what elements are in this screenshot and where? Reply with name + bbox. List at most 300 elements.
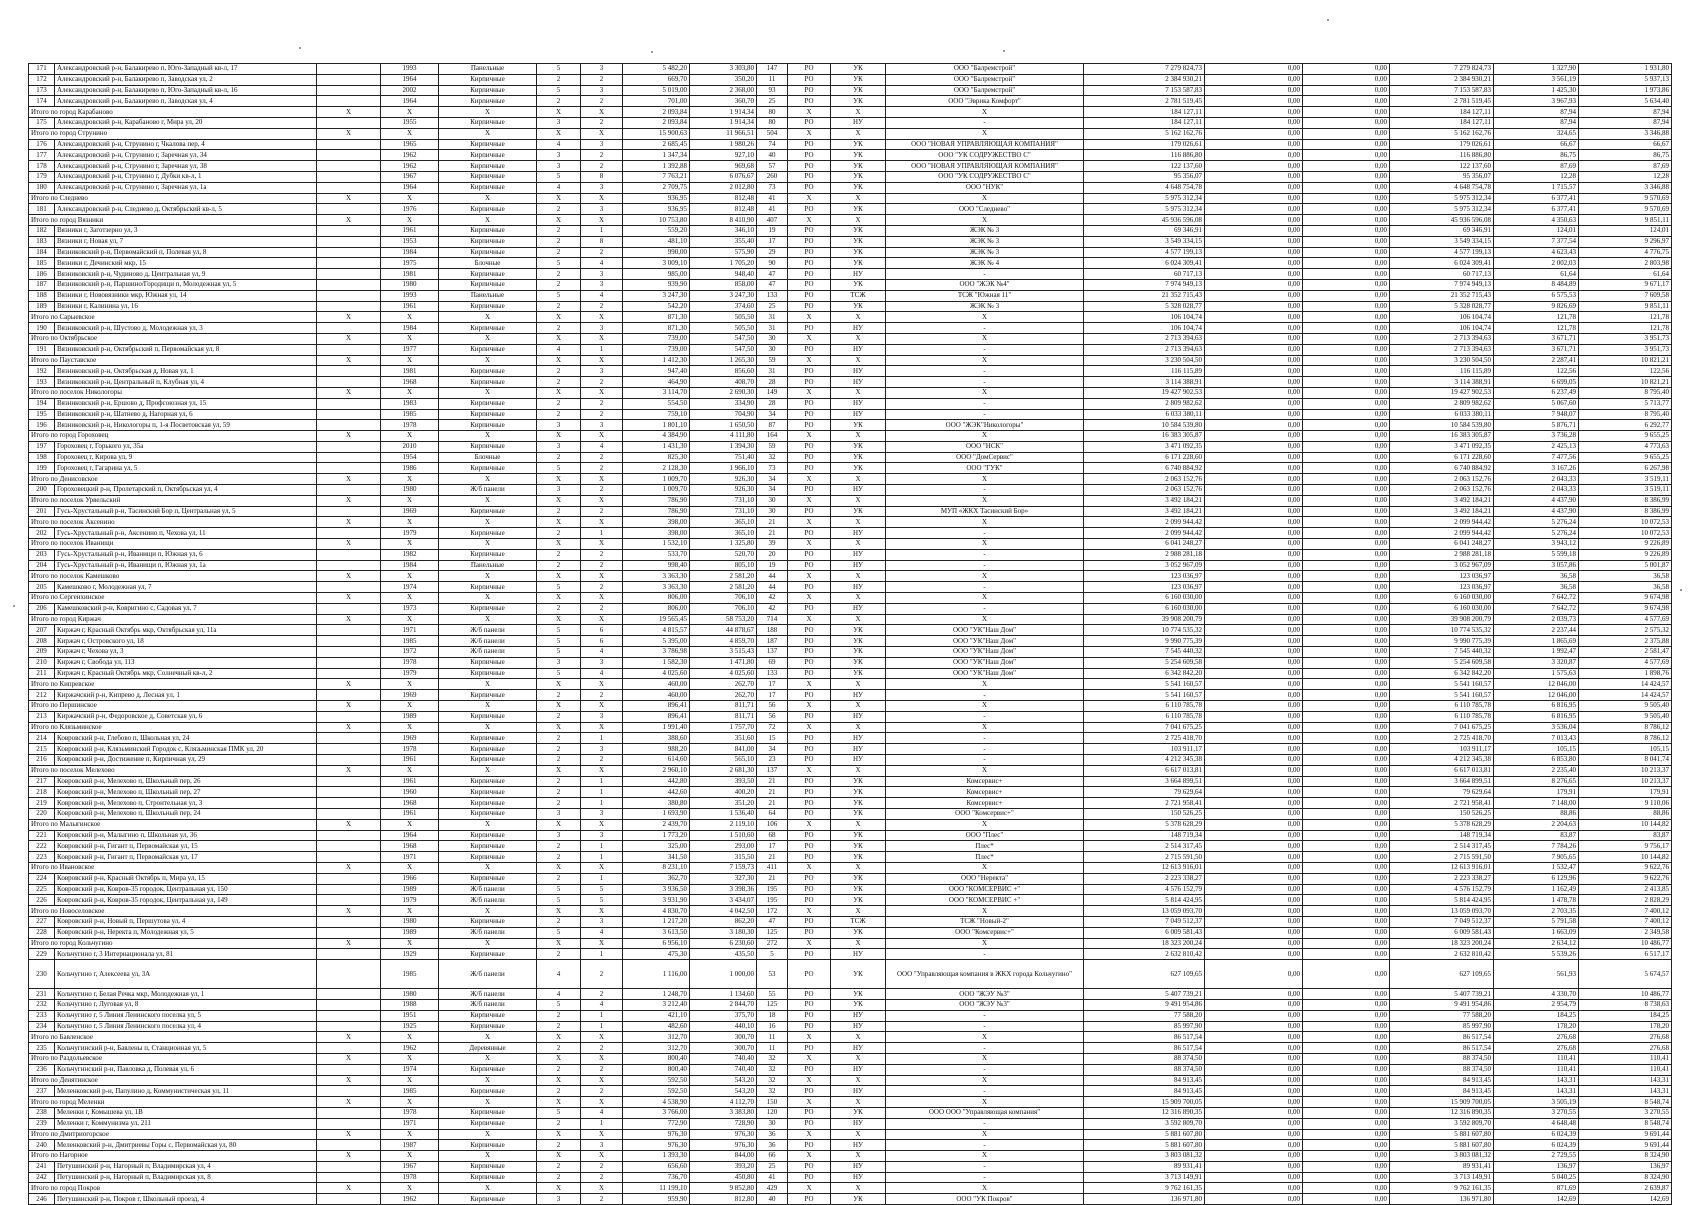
floors-cell: 4 [537,989,581,1000]
floors-cell: X [537,938,581,949]
entrances-cell: X [581,107,623,118]
total-cost-cell: 103 911,17 [1084,744,1205,755]
year-cell: 1961 [381,225,439,236]
total-area-cell: 1 393,30 [623,1151,690,1162]
management-org-cell: - [886,744,1084,755]
max-unit-cost-cell: 8 548,74 [1579,1097,1672,1108]
unit-cost-cell: 2 237,44 [1494,625,1579,636]
floors-cell: 5 [537,625,581,636]
marker-cell: X [317,495,381,506]
management-type-cell: УК [831,452,886,463]
living-area-cell: 731,10 [690,495,757,506]
entrances-cell: 1 [581,528,623,539]
fund-method-cell: РО [788,755,831,766]
fund-method-cell: РО [788,269,831,280]
subtotal-row [29,193,1672,204]
max-unit-cost-cell: 83,87 [1579,830,1672,841]
cost-cell: 0,00 [1303,85,1390,96]
management-org-cell: ООО "Управляющая компания в ЖКХ города Кольчугино" [886,960,1084,989]
subtotal-row [29,107,1672,118]
marker-cell [317,1021,381,1032]
management-type-cell: УК [831,506,886,517]
living-area-cell: 58 753,20 [690,614,757,625]
unit-cost-cell: 324,65 [1494,128,1579,139]
address-cell: Александровский р-н, Балакирево п, Юго-Западный кв-л, 17 [55,64,317,75]
wall-material-cell: X [439,474,537,485]
table-row [29,409,1672,420]
max-unit-cost-cell: 184,25 [1579,1010,1672,1021]
address-cell: Вязники г, Нововязники мкр, Южная ул, 14 [55,290,317,301]
unit-cost-cell: 4 437,90 [1494,495,1579,506]
floors-cell: 2 [537,711,581,722]
cost-cell: 0,00 [1303,830,1390,841]
floors-cell: X [537,571,581,582]
cost-cell: 45 936 596,08 [1390,215,1494,226]
total-area-cell: 4 815,57 [623,625,690,636]
management-type-cell: НУ [831,269,886,280]
cost-cell: 0,00 [1303,603,1390,614]
fund-method-cell: X [788,679,831,690]
management-type-cell: УК [831,236,886,247]
unit-cost-cell: 5 276,24 [1494,517,1579,528]
entrances-cell: X [581,938,623,949]
entrances-cell: 2 [581,690,623,701]
cost-cell: 0,00 [1303,560,1390,571]
residents-cell: 150 [757,1097,788,1108]
total-area-cell: 1 991,40 [623,722,690,733]
cost-cell: 0,00 [1205,1118,1303,1129]
living-area-cell: 575,90 [690,247,757,258]
table-row [29,182,1672,193]
row-number: 173 [29,85,55,96]
fund-method-cell: X [788,614,831,625]
cost-cell: 122 137,60 [1390,161,1494,172]
entrances-cell: X [581,431,623,442]
wall-material-cell: Кирпичные [439,377,537,388]
entrances-cell: X [581,701,623,712]
fund-method-cell: X [788,765,831,776]
max-unit-cost-cell: 2 349,58 [1579,927,1672,938]
wall-material-cell: Ж/б панели [439,989,537,1000]
year-cell: 1983 [381,398,439,409]
living-area-cell: 858,00 [690,279,757,290]
address-cell: Киржач г, Свобода ул, 113 [55,657,317,668]
floors-cell: X [537,215,581,226]
total-cost-cell: 84 913,45 [1084,1075,1205,1086]
cost-cell: 3 052 967,09 [1390,560,1494,571]
living-area-cell: 346,10 [690,225,757,236]
cost-cell: 0,00 [1303,128,1390,139]
residents-cell: 19 [757,225,788,236]
entrances-cell: X [581,333,623,344]
address-cell: Вязники г, Новая ул, 7 [55,236,317,247]
living-area-cell: 2 012,80 [690,182,757,193]
cost-cell: 77 588,20 [1390,1010,1494,1021]
cost-cell: 85 997,90 [1390,1021,1494,1032]
cost-cell: 5 975 312,34 [1390,193,1494,204]
wall-material-cell: Кирпичные [439,96,537,107]
total-area-cell: 3 363,30 [623,571,690,582]
address-cell: Гороховецкий р-н, Пролетарский п, Октябрьская ул, 4 [55,485,317,496]
entrances-cell: 2 [581,485,623,496]
subtotal-label: Итого по город Кольчугино [29,938,317,949]
cost-cell: 0,00 [1205,701,1303,712]
address-cell: Петушинский р-н, Покров г, Школьный проезд, 4 [55,1194,317,1205]
table-row [29,668,1672,679]
management-org-cell: ТСЖ "Южная 11" [886,290,1084,301]
marker-cell [317,204,381,215]
entrances-cell: X [581,571,623,582]
housing-register-table [28,63,1672,1205]
marker-cell: X [317,614,381,625]
management-org-cell: - [886,603,1084,614]
row-number: 237 [29,1086,55,1097]
management-org-cell: ЖЭК № 4 [886,258,1084,269]
marker-cell [317,916,381,927]
entrances-cell: 1 [581,787,623,798]
max-unit-cost-cell: 10 072,53 [1579,528,1672,539]
management-org-cell: - [886,1010,1084,1021]
management-type-cell: УК [831,787,886,798]
floors-cell: 2 [537,916,581,927]
address-cell: Александровский р-н, Струнино г, Заречная ул, 1а [55,182,317,193]
floors-cell: 2 [537,690,581,701]
living-area-cell: 300,70 [690,1032,757,1043]
cost-cell: 0,00 [1205,1086,1303,1097]
fund-method-cell: РО [788,64,831,75]
living-area-cell: 293,00 [690,841,757,852]
wall-material-cell: X [439,1053,537,1064]
max-unit-cost-cell: 10 144,82 [1579,852,1672,863]
year-cell: 1988 [381,999,439,1010]
max-unit-cost-cell: 9 226,89 [1579,549,1672,560]
row-number: 177 [29,150,55,161]
floors-cell: 2 [537,1086,581,1097]
wall-material-cell: Кирпичные [439,506,537,517]
cost-cell: 2 988 281,18 [1390,549,1494,560]
cost-cell: 0,00 [1205,625,1303,636]
year-cell: 1993 [381,64,439,75]
total-cost-cell: 106 104,74 [1084,312,1205,323]
management-type-cell: УК [831,247,886,258]
cost-cell: 5 881 607,80 [1390,1129,1494,1140]
max-unit-cost-cell: 87,69 [1579,161,1672,172]
unit-cost-cell: 2 703,35 [1494,906,1579,917]
cost-cell: 39 908 200,79 [1390,614,1494,625]
floors-cell: 5 [537,895,581,906]
floors-cell: X [537,614,581,625]
cost-cell: 0,00 [1205,938,1303,949]
total-cost-cell: 2 713 394,63 [1084,333,1205,344]
year-cell: X [381,765,439,776]
unit-cost-cell: 143,31 [1494,1075,1579,1086]
row-number: 230 [29,960,55,989]
residents-cell: 17 [757,841,788,852]
cost-cell: 0,00 [1303,225,1390,236]
table-row [29,733,1672,744]
cost-cell: 0,00 [1303,808,1390,819]
total-cost-cell: 2 223 338,27 [1084,873,1205,884]
max-unit-cost-cell: 9 851,11 [1579,215,1672,226]
management-type-cell: УК [831,204,886,215]
marker-cell: X [317,355,381,366]
subtotal-label: Итого по поселок Мелехово [29,765,317,776]
management-org-cell: - [886,1043,1084,1054]
row-number: 233 [29,1010,55,1021]
living-area-cell: 4 042,50 [690,906,757,917]
cost-cell: 0,00 [1205,1140,1303,1151]
wall-material-cell: Кирпичные [439,549,537,560]
wall-material-cell: Кирпичные [439,1010,537,1021]
wall-material-cell: Кирпичные [439,733,537,744]
unit-cost-cell: 110,41 [1494,1053,1579,1064]
unit-cost-cell: 3 943,12 [1494,539,1579,550]
fund-method-cell: X [788,1129,831,1140]
cost-cell: 0,00 [1303,668,1390,679]
unit-cost-cell: 3 736,28 [1494,431,1579,442]
unit-cost-cell: 2 235,40 [1494,765,1579,776]
address-cell: Киржач г, Красный Октябрь мкр, Октябрьская ул, 11а [55,625,317,636]
floors-cell: X [537,1129,581,1140]
max-unit-cost-cell: 121,78 [1579,312,1672,323]
subtotal-row [29,539,1672,550]
total-cost-cell: 123 036,97 [1084,582,1205,593]
entrances-cell: 3 [581,830,623,841]
management-type-cell: УК [831,625,886,636]
living-area-cell: 3 434,07 [690,895,757,906]
cost-cell: 0,00 [1303,420,1390,431]
fund-method-cell: РО [788,787,831,798]
floors-cell: 3 [537,808,581,819]
fund-method-cell: РО [788,290,831,301]
entrances-cell: 2 [581,1064,623,1075]
max-unit-cost-cell: 136,97 [1579,1161,1672,1172]
floors-cell: X [537,312,581,323]
address-cell: Ковровский р-н, Ковров-35 городок, Центральная ул, 149 [55,895,317,906]
address-cell: Камешковский р-н, Ковригино с, Садовая ул, 7 [55,603,317,614]
total-area-cell: 959,90 [623,1194,690,1205]
scan-speck [299,47,301,49]
max-unit-cost-cell: 110,41 [1579,1064,1672,1075]
residents-cell: 68 [757,830,788,841]
floors-cell: 2 [537,1043,581,1054]
cost-cell: 0,00 [1205,906,1303,917]
living-area-cell: 3 303,80 [690,64,757,75]
year-cell: 1978 [381,657,439,668]
residents-cell: 32 [757,1053,788,1064]
entrances-cell: 1 [581,1021,623,1032]
subtotal-row [29,387,1672,398]
fund-method-cell: РО [788,989,831,1000]
marker-cell [317,161,381,172]
management-type-cell: УК [831,64,886,75]
cost-cell: 0,00 [1205,107,1303,118]
cost-cell: 5 407 739,21 [1390,989,1494,1000]
floors-cell: 2 [537,949,581,960]
total-area-cell: 2 093,84 [623,107,690,118]
living-area-cell: 2 690,30 [690,387,757,398]
marker-cell [317,560,381,571]
residents-cell: 57 [757,161,788,172]
cost-cell: 0,00 [1303,873,1390,884]
max-unit-cost-cell: 61,64 [1579,269,1672,280]
entrances-cell: 8 [581,236,623,247]
total-area-cell: 3 114,70 [623,387,690,398]
total-cost-cell: 2 099 944,42 [1084,517,1205,528]
table-row [29,1194,1672,1205]
management-type-cell: УК [831,258,886,269]
fund-method-cell: РО [788,96,831,107]
max-unit-cost-cell: 9 691,44 [1579,1140,1672,1151]
fund-method-cell: РО [788,85,831,96]
cost-cell: 0,00 [1303,1129,1390,1140]
wall-material-cell: X [439,495,537,506]
cost-cell: 0,00 [1303,1010,1390,1021]
floors-cell: X [537,701,581,712]
table-row [29,96,1672,107]
table-row [29,269,1672,280]
subtotal-label: Итого по Сергеихинское [29,593,317,604]
table-row [29,279,1672,290]
unit-cost-cell: 3 967,93 [1494,96,1579,107]
unit-cost-cell: 3 671,71 [1494,333,1579,344]
unit-cost-cell: 121,78 [1494,312,1579,323]
cost-cell: 0,00 [1303,247,1390,258]
max-unit-cost-cell: 8 795,40 [1579,409,1672,420]
cost-cell: 0,00 [1205,560,1303,571]
subtotal-row [29,862,1672,873]
entrances-cell: 4 [581,258,623,269]
living-area-cell: 728,90 [690,1118,757,1129]
total-cost-cell: 7 153 587,83 [1084,85,1205,96]
entrances-cell: 3 [581,139,623,150]
max-unit-cost-cell: 7 400,12 [1579,906,1672,917]
unit-cost-cell: 7 905,65 [1494,852,1579,863]
subtotal-row [29,128,1672,139]
floors-cell: 5 [537,290,581,301]
floors-cell: 2 [537,755,581,766]
row-number: 198 [29,452,55,463]
total-area-cell: 2 093,84 [623,117,690,128]
marker-cell [317,96,381,107]
cost-cell: 0,00 [1303,711,1390,722]
total-cost-cell: 6 617 013,81 [1084,765,1205,776]
marker-cell: X [317,1183,381,1194]
floors-cell: X [537,128,581,139]
residents-cell: 25 [757,1161,788,1172]
cost-cell: 0,00 [1205,647,1303,658]
fund-method-cell: РО [788,884,831,895]
table-row [29,377,1672,388]
cost-cell: 0,00 [1303,387,1390,398]
living-area-cell: 3 180,30 [690,927,757,938]
total-cost-cell: 3 549 334,15 [1084,236,1205,247]
management-org-cell: ООО "Плес" [886,830,1084,841]
marker-cell: X [317,1097,381,1108]
management-type-cell: УК [831,1194,886,1205]
row-number: 221 [29,830,55,841]
unit-cost-cell: 3 167,26 [1494,463,1579,474]
total-area-cell: 1 009,70 [623,485,690,496]
cost-cell: 5 541 160,57 [1390,679,1494,690]
fund-method-cell: X [788,333,831,344]
subtotal-label: Итого по Новоселовское [29,906,317,917]
marker-cell [317,485,381,496]
cost-cell: 0,00 [1205,862,1303,873]
max-unit-cost-cell: 121,78 [1579,323,1672,334]
residents-cell: 73 [757,463,788,474]
entrances-cell: 8 [581,171,623,182]
fund-method-cell: РО [788,776,831,787]
unit-cost-cell: 184,25 [1494,1010,1579,1021]
year-cell: X [381,1097,439,1108]
cost-cell: 7 974 949,13 [1390,279,1494,290]
row-number: 235 [29,1043,55,1054]
fund-method-cell: X [788,474,831,485]
wall-material-cell: Кирпичные [439,949,537,960]
address-cell: Петушинский р-н, Нагорный п, Владимирская ул, 4 [55,1161,317,1172]
floors-cell: X [537,819,581,830]
unit-cost-cell: 87,69 [1494,161,1579,172]
residents-cell: 32 [757,1075,788,1086]
scan-speck [651,51,653,53]
residents-cell: 504 [757,128,788,139]
management-org-cell: ООО "УК СОДРУЖЕСТВО С" [886,171,1084,182]
cost-cell: 0,00 [1303,182,1390,193]
year-cell: 1985 [381,1086,439,1097]
total-area-cell: 806,00 [623,593,690,604]
row-number: 239 [29,1118,55,1129]
wall-material-cell: X [439,193,537,204]
management-org-cell: X [886,215,1084,226]
total-area-cell: 736,70 [623,1172,690,1183]
living-area-cell: 811,71 [690,701,757,712]
marker-cell [317,1161,381,1172]
management-org-cell: X [886,1129,1084,1140]
living-area-cell: 1 134,60 [690,989,757,1000]
living-area-cell: 856,60 [690,366,757,377]
living-area-cell: 731,10 [690,506,757,517]
floors-cell: 2 [537,528,581,539]
table-row [29,301,1672,312]
subtotal-row [29,1151,1672,1162]
marker-cell: X [317,1032,381,1043]
floors-cell: X [537,1032,581,1043]
row-number: 200 [29,485,55,496]
address-cell: Ковровский р-н, Мелехово п, Школьный пер, 27 [55,787,317,798]
unit-cost-cell: 3 505,19 [1494,1097,1579,1108]
year-cell: X [381,906,439,917]
fund-method-cell: РО [788,549,831,560]
table-row [29,117,1672,128]
year-cell: X [381,1129,439,1140]
address-cell: Кольчугинский р-н, Бавлены п, Станционная ул, 5 [55,1043,317,1054]
max-unit-cost-cell: 6 517,17 [1579,949,1672,960]
cost-cell: 0,00 [1205,1172,1303,1183]
entrances-cell: X [581,1183,623,1194]
fund-method-cell: РО [788,711,831,722]
total-area-cell: 4 538,90 [623,1097,690,1108]
address-cell: Меленки г, Коммунизма ул, 211 [55,1118,317,1129]
max-unit-cost-cell: 8 324,90 [1579,1151,1672,1162]
cost-cell: 9 990 775,39 [1390,636,1494,647]
max-unit-cost-cell: 2 828,29 [1579,895,1672,906]
address-cell: Вязниковский р-н, Шатнево д, Нагорная ул, 6 [55,409,317,420]
total-cost-cell: 116 886,80 [1084,150,1205,161]
management-org-cell: - [886,323,1084,334]
fund-method-cell: РО [788,690,831,701]
marker-cell [317,1064,381,1075]
